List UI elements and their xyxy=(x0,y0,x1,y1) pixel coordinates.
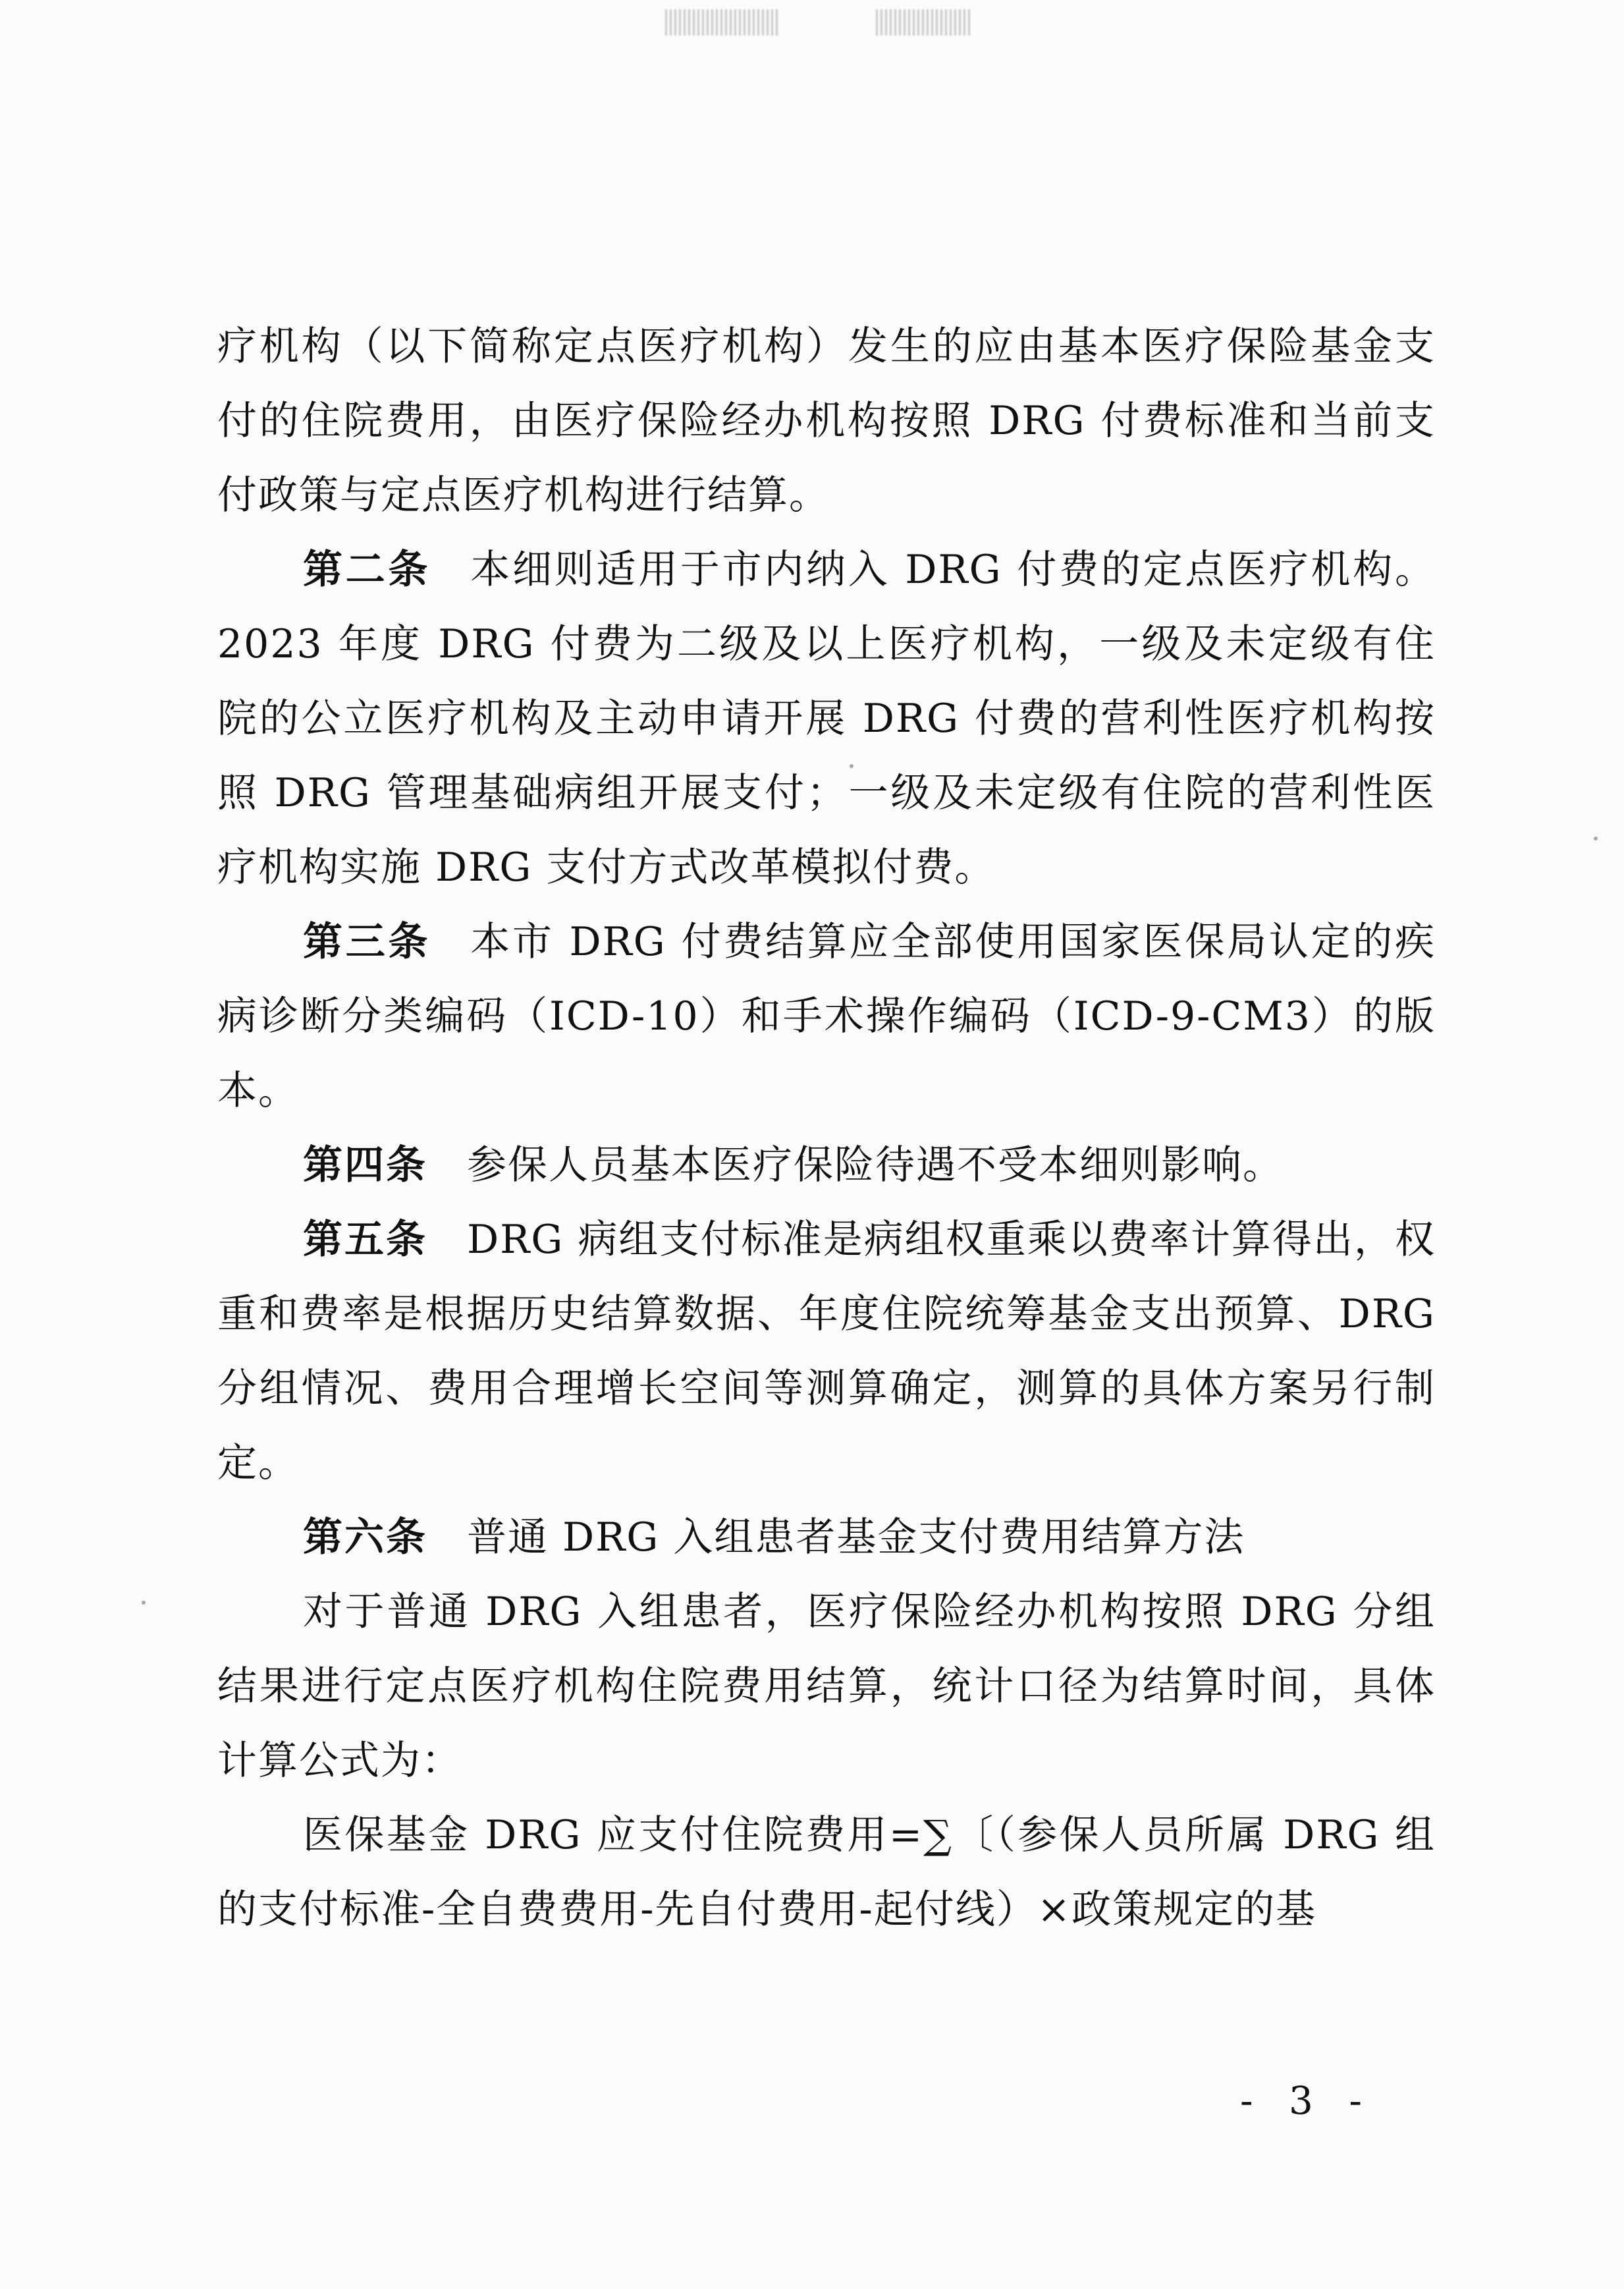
paragraph-continuation xyxy=(217,310,1436,533)
article-label: 第六条 xyxy=(303,1514,427,1560)
header-stamp-mark xyxy=(876,9,971,36)
article-5 xyxy=(217,1203,1436,1501)
paragraph-text: 普通 DRG 入组患者基金支付费用结算方法 xyxy=(467,1514,1245,1560)
paragraph-text: 医保基金 DRG 应支付住院费用=∑〔（参保人员所属 DRG 组的支付标准-全自费费用-先自付费用-起付线）×政策规定的基 xyxy=(217,1812,1436,1933)
article-6 xyxy=(217,1501,1436,1575)
paragraph-text: 本细则适用于市内纳入 DRG 付费的定点医疗机构。2023 年度 DRG 付费为二级及以上医疗机构，一级及未定级有住院的公立医疗机构及主动申请开展 DRG 付费的营利性医疗机构按照 DRG 管理基础病组开展支付；一级及未定级有住院的营利性医疗机构实施 DRG 支付方式改革模拟付费。 xyxy=(217,547,1436,891)
page-number: - 3 - xyxy=(1240,2078,1374,2123)
article-4 xyxy=(217,1128,1436,1203)
paragraph-text: 疗机构（以下简称定点医疗机构）发生的应由基本医疗保险基金支付的住院费用，由医疗保险经办机构按照 DRG 付费标准和当前支付政策与定点医疗机构进行结算。 xyxy=(217,323,1436,518)
article-2 xyxy=(217,533,1436,905)
article-label: 第二条 xyxy=(303,547,431,593)
article-3 xyxy=(217,905,1436,1128)
paragraph-text: 对于普通 DRG 入组患者，医疗保险经办机构按照 DRG 分组结果进行定点医疗机构住院费用结算，统计口径为结算时间，具体计算公式为： xyxy=(217,1589,1436,1784)
scan-speck xyxy=(142,1601,146,1605)
paragraph-text: DRG 病组支付标准是病组权重乘以费率计算得出，权重和费率是根据历史结算数据、年度住院统筹基金支出预算、DRG 分组情况、费用合理增长空间等测算确定，测算的具体方案另行制定。 xyxy=(217,1217,1436,1486)
paragraph-text: 参保人员基本医疗保险待遇不受本细则影响。 xyxy=(467,1142,1284,1188)
paragraph-formula xyxy=(217,1798,1436,1947)
article-label: 第五条 xyxy=(303,1217,428,1263)
article-label: 第三条 xyxy=(303,919,431,965)
paragraph-method xyxy=(217,1575,1436,1798)
paragraph-text: 本市 DRG 付费结算应全部使用国家医保局认定的疾病诊断分类编码（ICD-10）和手术操作编码（ICD-9-CM3）的版本。 xyxy=(217,919,1436,1114)
scan-speck xyxy=(850,764,853,768)
article-label: 第四条 xyxy=(303,1142,427,1188)
scan-speck xyxy=(1594,837,1598,841)
header-stamp-mark xyxy=(665,9,780,36)
document-body xyxy=(217,310,1436,1947)
